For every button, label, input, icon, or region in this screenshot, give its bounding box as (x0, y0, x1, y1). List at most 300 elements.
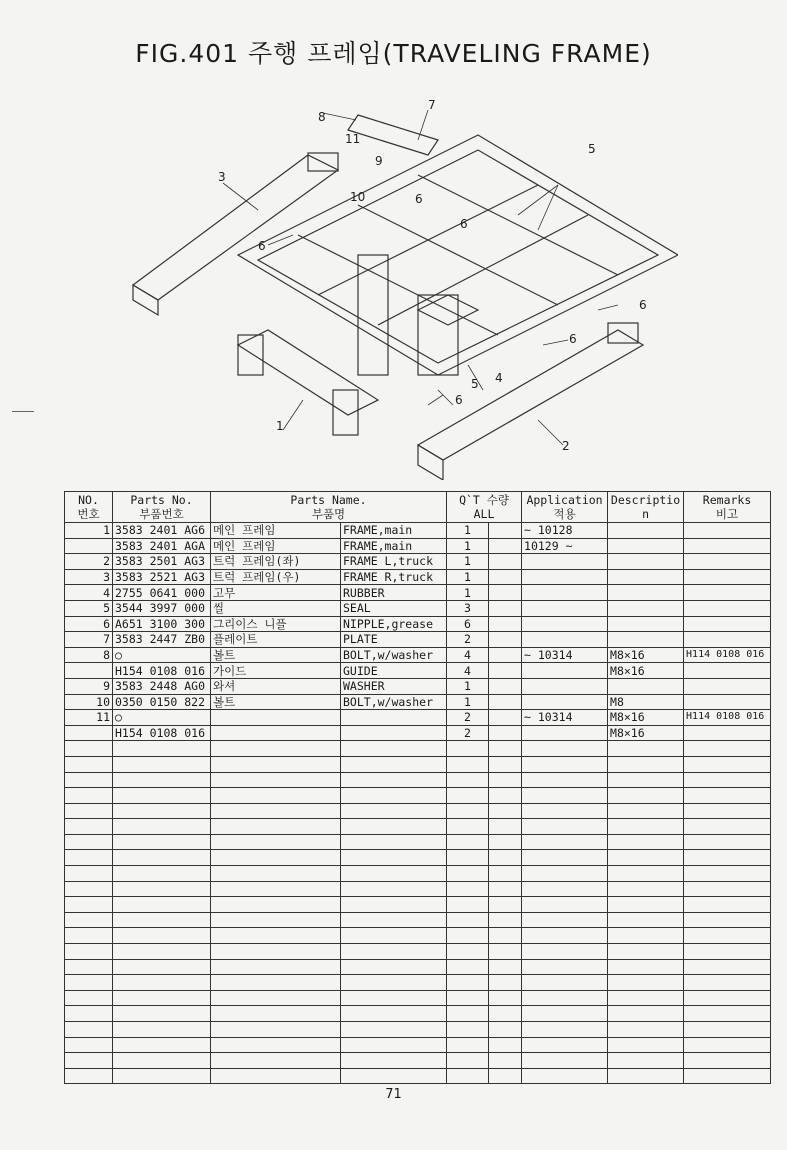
cell-name-kr: 와셔 (211, 678, 341, 694)
cell-qty-extra (489, 1053, 522, 1069)
cell-qty: 1 (447, 523, 489, 539)
cell-qty-extra (489, 678, 522, 694)
cell-name-en (341, 1006, 447, 1022)
cell-qty (447, 975, 489, 991)
cell-remarks (684, 663, 771, 679)
cell-qty (447, 1006, 489, 1022)
cell-application (522, 600, 608, 616)
cell-part (113, 788, 211, 804)
cell-description (608, 523, 684, 539)
cell-name-kr (211, 897, 341, 913)
cell-name-kr (211, 959, 341, 975)
cell-qty (447, 850, 489, 866)
cell-remarks (684, 928, 771, 944)
cell-no (65, 897, 113, 913)
cell-application (522, 741, 608, 757)
cell-application (522, 928, 608, 944)
cell-description (608, 866, 684, 882)
cell-remarks (684, 523, 771, 539)
cell-name-en: FRAME,main (341, 538, 447, 554)
cell-remarks (684, 725, 771, 741)
cell-qty-extra (489, 710, 522, 726)
cell-application: ~ 10314 (522, 647, 608, 663)
cell-description (608, 600, 684, 616)
cell-part (113, 866, 211, 882)
cell-remarks (684, 990, 771, 1006)
cell-application (522, 819, 608, 835)
table-row (65, 1022, 771, 1038)
cell-description (608, 803, 684, 819)
table-row (65, 756, 771, 772)
cell-no (65, 725, 113, 741)
cell-no (65, 538, 113, 554)
table-row (65, 990, 771, 1006)
cell-part (113, 881, 211, 897)
header-application: Application 적용 (522, 492, 608, 523)
cell-qty (447, 803, 489, 819)
cell-qty-extra (489, 912, 522, 928)
cell-description (608, 1068, 684, 1084)
cell-no (65, 756, 113, 772)
cell-remarks (684, 897, 771, 913)
cell-no: 5 (65, 600, 113, 616)
callout-6a: 6 (258, 239, 266, 253)
cell-qty (447, 834, 489, 850)
cell-qty-extra (489, 881, 522, 897)
margin-mark (12, 411, 34, 412)
table-row (65, 554, 771, 570)
cell-name-en (341, 990, 447, 1006)
cell-qty-extra (489, 788, 522, 804)
cell-remarks (684, 834, 771, 850)
cell-qty-extra (489, 569, 522, 585)
cell-name-kr (211, 710, 341, 726)
cell-qty: 4 (447, 647, 489, 663)
cell-no (65, 959, 113, 975)
cell-remarks: H114 0108 016 (684, 710, 771, 726)
table-row (65, 632, 771, 648)
cell-name-en (341, 803, 447, 819)
cell-part (113, 741, 211, 757)
cell-description (608, 897, 684, 913)
header-qty: Q`T 수량 ALL (447, 492, 522, 523)
cell-qty: 1 (447, 694, 489, 710)
cell-no (65, 928, 113, 944)
cell-remarks (684, 866, 771, 882)
cell-qty-extra (489, 585, 522, 601)
cell-qty (447, 1053, 489, 1069)
cell-name-en (341, 834, 447, 850)
cell-part (113, 912, 211, 928)
cell-qty-extra (489, 554, 522, 570)
cell-remarks: H114 0108 016 (684, 647, 771, 663)
cell-remarks (684, 772, 771, 788)
cell-name-kr (211, 756, 341, 772)
table-row (65, 523, 771, 539)
cell-part (113, 1006, 211, 1022)
cell-no (65, 1068, 113, 1084)
table-row (65, 975, 771, 991)
cell-application (522, 944, 608, 960)
cell-qty-extra (489, 834, 522, 850)
callout-6f: 6 (455, 393, 463, 407)
cell-part: 3544 3997 000 (113, 600, 211, 616)
table-row (65, 959, 771, 975)
table-row (65, 1068, 771, 1084)
cell-qty (447, 928, 489, 944)
cell-application (522, 725, 608, 741)
cell-part (113, 990, 211, 1006)
callout-11: 11 (345, 132, 361, 146)
cell-description (608, 616, 684, 632)
cell-name-kr (211, 772, 341, 788)
cell-qty-extra (489, 632, 522, 648)
callout-6b: 6 (415, 192, 423, 206)
cell-name-kr: 플레이트 (211, 632, 341, 648)
cell-application (522, 1053, 608, 1069)
cell-qty: 2 (447, 632, 489, 648)
cell-name-en (341, 928, 447, 944)
cell-name-kr: 가이드 (211, 663, 341, 679)
cell-description (608, 928, 684, 944)
cell-no (65, 975, 113, 991)
cell-remarks (684, 1068, 771, 1084)
cell-no (65, 819, 113, 835)
cell-description: M8×16 (608, 647, 684, 663)
table-row (65, 569, 771, 585)
table-row (65, 710, 771, 726)
cell-description (608, 788, 684, 804)
cell-part: A651 3100 300 (113, 616, 211, 632)
cell-remarks (684, 694, 771, 710)
cell-qty: 3 (447, 600, 489, 616)
cell-remarks (684, 741, 771, 757)
cell-name-kr (211, 990, 341, 1006)
cell-no (65, 881, 113, 897)
cell-no (65, 1006, 113, 1022)
cell-part (113, 897, 211, 913)
cell-qty (447, 990, 489, 1006)
cell-description: M8 (608, 694, 684, 710)
cell-application (522, 990, 608, 1006)
cell-application (522, 1022, 608, 1038)
cell-name-en: RUBBER (341, 585, 447, 601)
cell-part: 2755 0641 000 (113, 585, 211, 601)
cell-name-en: FRAME,main (341, 523, 447, 539)
cell-qty: 1 (447, 678, 489, 694)
cell-name-kr (211, 834, 341, 850)
cell-qty-extra (489, 616, 522, 632)
cell-description (608, 834, 684, 850)
cell-application: 10129 ~ (522, 538, 608, 554)
callout-6d: 6 (639, 298, 647, 312)
cell-no: 4 (65, 585, 113, 601)
cell-qty (447, 866, 489, 882)
cell-name-en (341, 1053, 447, 1069)
callout-1: 1 (276, 419, 284, 433)
cell-application (522, 1068, 608, 1084)
cell-name-en: SEAL (341, 600, 447, 616)
cell-name-en (341, 725, 447, 741)
cell-remarks (684, 632, 771, 648)
table-row (65, 663, 771, 679)
cell-name-kr (211, 912, 341, 928)
cell-name-kr (211, 975, 341, 991)
cell-description (608, 819, 684, 835)
cell-qty (447, 772, 489, 788)
cell-part (113, 944, 211, 960)
cell-description (608, 756, 684, 772)
cell-name-en (341, 944, 447, 960)
cell-no (65, 912, 113, 928)
cell-remarks (684, 788, 771, 804)
cell-no (65, 850, 113, 866)
cell-qty: 1 (447, 554, 489, 570)
table-row (65, 647, 771, 663)
cell-name-en (341, 788, 447, 804)
cell-part: 3583 2401 AGA (113, 538, 211, 554)
figure-title: FIG.401 주행 프레임(TRAVELING FRAME) (135, 39, 652, 68)
cell-qty (447, 881, 489, 897)
cell-name-en (341, 912, 447, 928)
cell-part: H154 0108 016 (113, 725, 211, 741)
cell-name-kr (211, 788, 341, 804)
cell-qty-extra (489, 1068, 522, 1084)
cell-name-en (341, 866, 447, 882)
cell-description (608, 772, 684, 788)
cell-application (522, 585, 608, 601)
cell-name-en: BOLT,w/washer (341, 647, 447, 663)
table-row (65, 788, 771, 804)
cell-remarks (684, 538, 771, 554)
exploded-diagram (118, 95, 678, 480)
cell-name-en (341, 1068, 447, 1084)
table-row (65, 819, 771, 835)
cell-no: 9 (65, 678, 113, 694)
cell-application (522, 897, 608, 913)
cell-no (65, 834, 113, 850)
table-row (65, 928, 771, 944)
cell-qty-extra (489, 772, 522, 788)
cell-qty (447, 756, 489, 772)
cell-remarks (684, 585, 771, 601)
cell-name-en: WASHER (341, 678, 447, 694)
cell-name-kr (211, 1006, 341, 1022)
cell-qty-extra (489, 959, 522, 975)
cell-remarks (684, 881, 771, 897)
header-remarks: Remarks 비고 (684, 492, 771, 523)
cell-qty-extra (489, 850, 522, 866)
cell-name-en: NIPPLE,grease (341, 616, 447, 632)
cell-remarks (684, 678, 771, 694)
parts-table-body (65, 523, 771, 1084)
cell-part (113, 928, 211, 944)
cell-application (522, 554, 608, 570)
cell-description (608, 741, 684, 757)
cell-qty: 1 (447, 538, 489, 554)
header-part-no: Parts No. 부품번호 (113, 492, 211, 523)
cell-part (113, 1068, 211, 1084)
cell-part (113, 959, 211, 975)
cell-application (522, 912, 608, 928)
cell-name-kr (211, 1037, 341, 1053)
cell-remarks (684, 1022, 771, 1038)
callout-7: 7 (428, 98, 436, 112)
cell-application (522, 1037, 608, 1053)
cell-part: 0350 0150 822 (113, 694, 211, 710)
table-row (65, 881, 771, 897)
cell-part (113, 850, 211, 866)
cell-description (608, 912, 684, 928)
cell-description (608, 632, 684, 648)
table-row (65, 616, 771, 632)
cell-qty: 4 (447, 663, 489, 679)
cell-name-en (341, 897, 447, 913)
callout-6e: 6 (569, 332, 577, 346)
cell-description (608, 1037, 684, 1053)
cell-name-en (341, 741, 447, 757)
cell-description (608, 1022, 684, 1038)
table-row (65, 912, 771, 928)
cell-qty-extra (489, 600, 522, 616)
cell-part: 3583 2521 AG3 (113, 569, 211, 585)
table-header-row (65, 492, 771, 523)
cell-description (608, 585, 684, 601)
cell-no: 6 (65, 616, 113, 632)
cell-remarks (684, 959, 771, 975)
cell-no (65, 990, 113, 1006)
cell-no (65, 866, 113, 882)
table-row (65, 1006, 771, 1022)
cell-qty-extra (489, 990, 522, 1006)
cell-name-kr: 메인 프레임 (211, 523, 341, 539)
cell-qty: 2 (447, 710, 489, 726)
cell-qty-extra (489, 538, 522, 554)
table-row (65, 834, 771, 850)
cell-description (608, 678, 684, 694)
cell-name-en: BOLT,w/washer (341, 694, 447, 710)
cell-qty-extra (489, 741, 522, 757)
cell-qty: 1 (447, 569, 489, 585)
cell-no (65, 1037, 113, 1053)
cell-name-kr: 트럭 프레임(우) (211, 569, 341, 585)
cell-description (608, 554, 684, 570)
cell-application (522, 694, 608, 710)
cell-name-en (341, 1022, 447, 1038)
parts-table (64, 491, 771, 1084)
cell-part (113, 772, 211, 788)
cell-name-kr: 볼트 (211, 694, 341, 710)
cell-name-en: PLATE (341, 632, 447, 648)
cell-name-kr: 트럭 프레임(좌) (211, 554, 341, 570)
cell-no: 10 (65, 694, 113, 710)
cell-name-en (341, 881, 447, 897)
cell-no: 11 (65, 710, 113, 726)
cell-application (522, 569, 608, 585)
cell-remarks (684, 554, 771, 570)
cell-no (65, 1022, 113, 1038)
cell-name-kr: 고무 (211, 585, 341, 601)
cell-application (522, 678, 608, 694)
cell-name-kr: 씰 (211, 600, 341, 616)
cell-no (65, 663, 113, 679)
cell-qty-extra (489, 663, 522, 679)
cell-name-en (341, 756, 447, 772)
cell-name-kr (211, 741, 341, 757)
header-description: Descriptio n (608, 492, 684, 523)
cell-part: H154 0108 016 (113, 663, 211, 679)
cell-description: M8×16 (608, 710, 684, 726)
cell-name-en: FRAME L,truck (341, 554, 447, 570)
cell-application (522, 632, 608, 648)
cell-name-kr (211, 1068, 341, 1084)
callout-5a: 5 (588, 142, 596, 156)
cell-part (113, 756, 211, 772)
cell-qty-extra (489, 1006, 522, 1022)
cell-no: 7 (65, 632, 113, 648)
cell-application (522, 834, 608, 850)
cell-no: 3 (65, 569, 113, 585)
cell-name-kr (211, 819, 341, 835)
cell-application (522, 866, 608, 882)
table-row (65, 803, 771, 819)
cell-name-kr (211, 944, 341, 960)
cell-name-kr (211, 1022, 341, 1038)
cell-qty (447, 1022, 489, 1038)
table-row (65, 944, 771, 960)
cell-name-kr (211, 1053, 341, 1069)
cell-part (113, 803, 211, 819)
cell-application (522, 772, 608, 788)
cell-part (113, 819, 211, 835)
cell-application (522, 850, 608, 866)
cell-description (608, 569, 684, 585)
cell-qty-extra (489, 866, 522, 882)
cell-description (608, 959, 684, 975)
cell-no (65, 944, 113, 960)
cell-application: ~ 10128 (522, 523, 608, 539)
cell-application (522, 975, 608, 991)
cell-part (113, 975, 211, 991)
callout-6c: 6 (460, 217, 468, 231)
cell-name-en (341, 710, 447, 726)
cell-remarks (684, 803, 771, 819)
cell-qty-extra (489, 756, 522, 772)
cell-name-en (341, 850, 447, 866)
table-row (65, 678, 771, 694)
cell-name-kr (211, 803, 341, 819)
callout-2: 2 (562, 439, 570, 453)
cell-remarks (684, 944, 771, 960)
table-row (65, 772, 771, 788)
cell-description (608, 975, 684, 991)
cell-qty (447, 819, 489, 835)
cell-name-en (341, 959, 447, 975)
cell-remarks (684, 1037, 771, 1053)
table-row (65, 538, 771, 554)
cell-description (608, 538, 684, 554)
cell-name-kr (211, 928, 341, 944)
callout-3: 3 (218, 170, 226, 184)
cell-qty-extra (489, 1022, 522, 1038)
table-row (65, 850, 771, 866)
cell-remarks (684, 850, 771, 866)
callout-9: 9 (375, 154, 383, 168)
cell-name-kr (211, 850, 341, 866)
cell-qty-extra (489, 975, 522, 991)
frame-drawing (118, 95, 678, 480)
cell-no: 2 (65, 554, 113, 570)
